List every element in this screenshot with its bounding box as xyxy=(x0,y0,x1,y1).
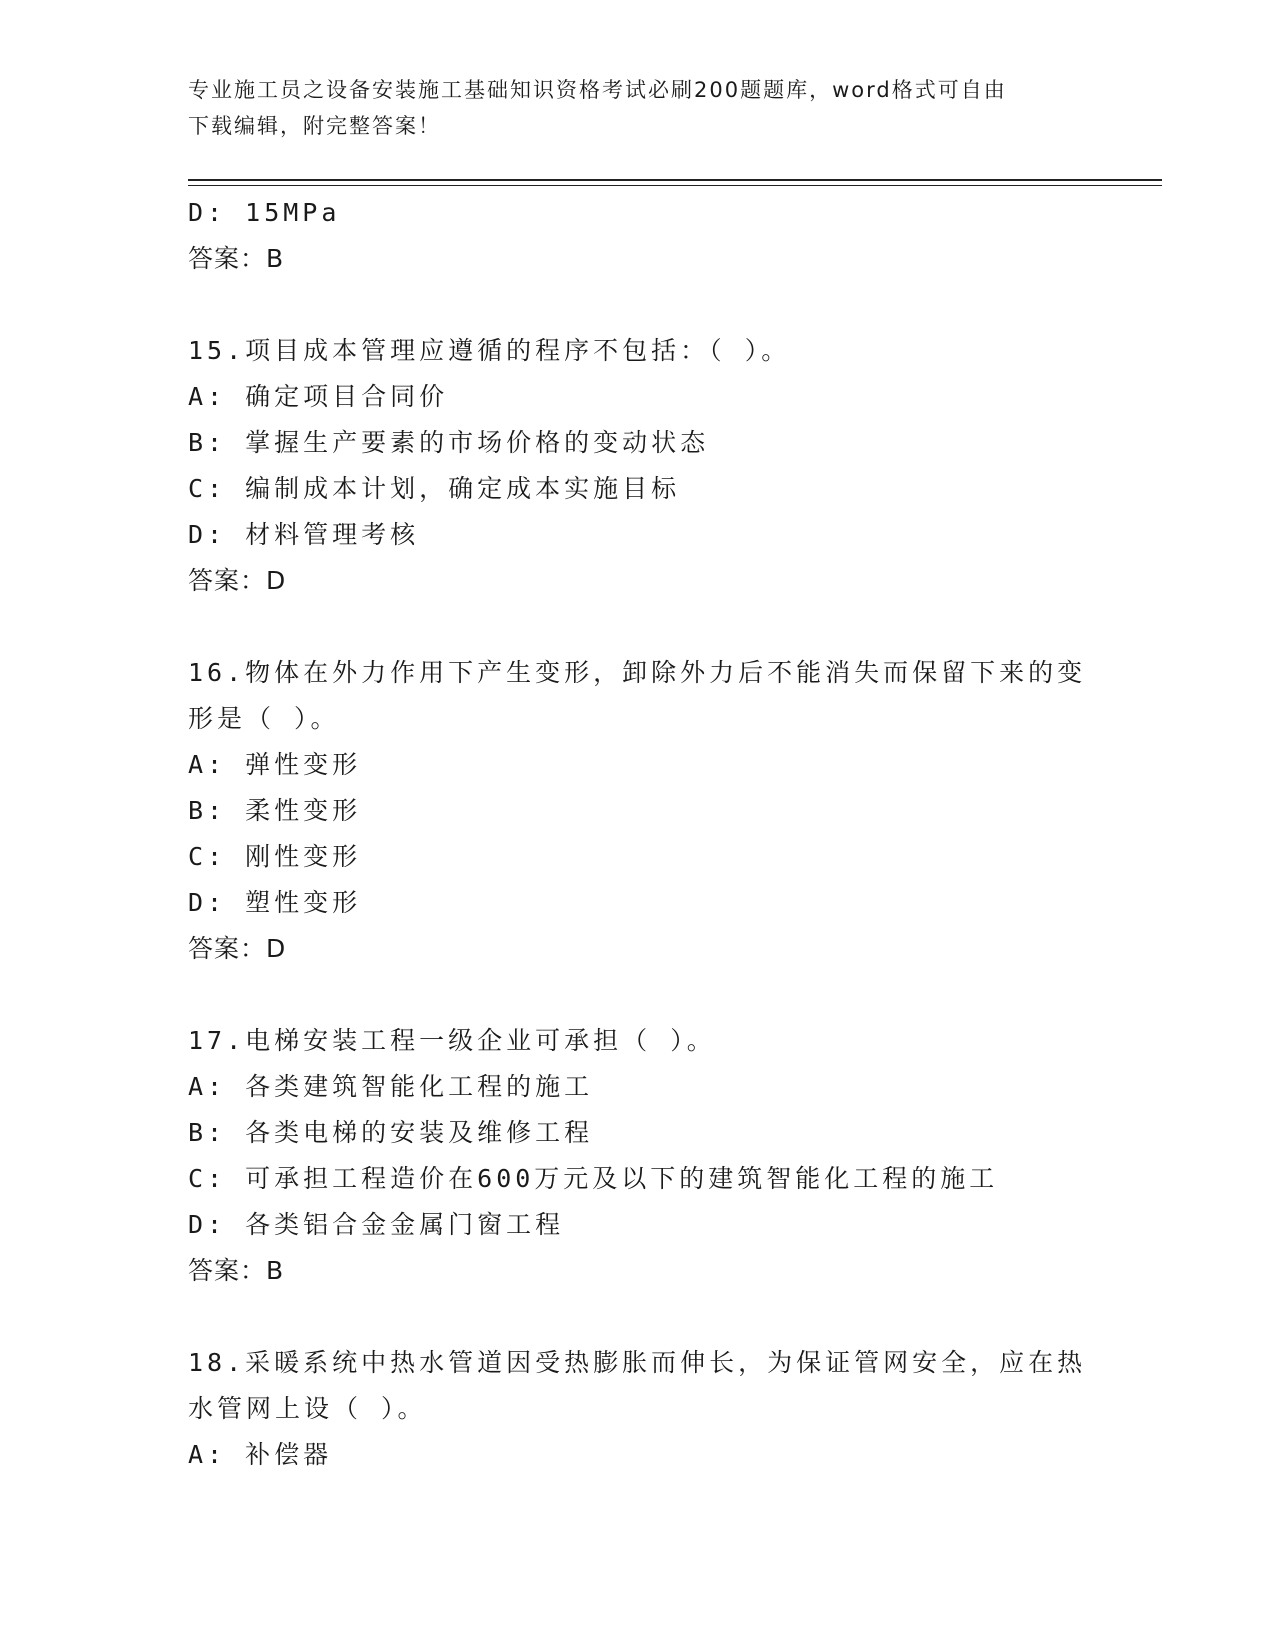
option-c: C: 刚性变形 xyxy=(188,842,362,871)
option-d: D: 各类铝合金金属门窗工程 xyxy=(188,1210,565,1239)
option-d: D: 材料管理考核 xyxy=(188,520,420,549)
option-a: A: 弹性变形 xyxy=(188,750,362,779)
header-title-line-1: 专业施工员之设备安装施工基础知识资格考试必刷200题题库，word格式可自由 xyxy=(188,78,1007,102)
option-d: D: 塑性变形 xyxy=(188,888,362,917)
question-16 xyxy=(188,650,1088,972)
answer-label: 答案：B xyxy=(188,1256,285,1285)
question-14-tail xyxy=(188,190,1088,282)
question-text: 15.项目成本管理应遵循的程序不包括：（ ）。 xyxy=(188,336,791,365)
question-text: 17.电梯安装工程一级企业可承担（ ）。 xyxy=(188,1026,716,1055)
header-divider-thin xyxy=(188,185,1162,186)
question-15 xyxy=(188,328,1088,604)
option-b: B: 掌握生产要素的市场价格的变动状态 xyxy=(188,428,710,457)
question-text-line-2: 形是（ ）。 xyxy=(188,704,340,733)
option-a: A: 各类建筑智能化工程的施工 xyxy=(188,1072,594,1101)
option-b: B: 各类电梯的安装及维修工程 xyxy=(188,1118,594,1147)
question-text-line-1: 18.采暖系统中热水管道因受热膨胀而伸长，为保证管网安全，应在热 xyxy=(188,1348,1087,1377)
option-b: B: 柔性变形 xyxy=(188,796,362,825)
answer-label: 答案：D xyxy=(188,934,287,963)
document-header xyxy=(188,72,1088,144)
option-c: C: 可承担工程造价在600万元及以下的建筑智能化工程的施工 xyxy=(188,1164,999,1193)
question-text-line-2: 水管网上设（ ）。 xyxy=(188,1394,427,1423)
question-18 xyxy=(188,1340,1088,1478)
option-c: C: 编制成本计划，确定成本实施目标 xyxy=(188,474,681,503)
question-text-line-1: 16.物体在外力作用下产生变形，卸除外力后不能消失而保留下来的变 xyxy=(188,658,1087,687)
option-d: D: 15MPa xyxy=(188,198,341,227)
option-a: A: 确定项目合同价 xyxy=(188,382,449,411)
question-list xyxy=(188,190,1088,1478)
question-17 xyxy=(188,1018,1088,1294)
answer-label: 答案：B xyxy=(188,244,285,273)
option-a: A: 补偿器 xyxy=(188,1440,333,1469)
answer-label: 答案：D xyxy=(188,566,287,595)
header-title-line-2: 下载编辑，附完整答案！ xyxy=(188,114,441,138)
header-divider-thick xyxy=(188,179,1162,181)
